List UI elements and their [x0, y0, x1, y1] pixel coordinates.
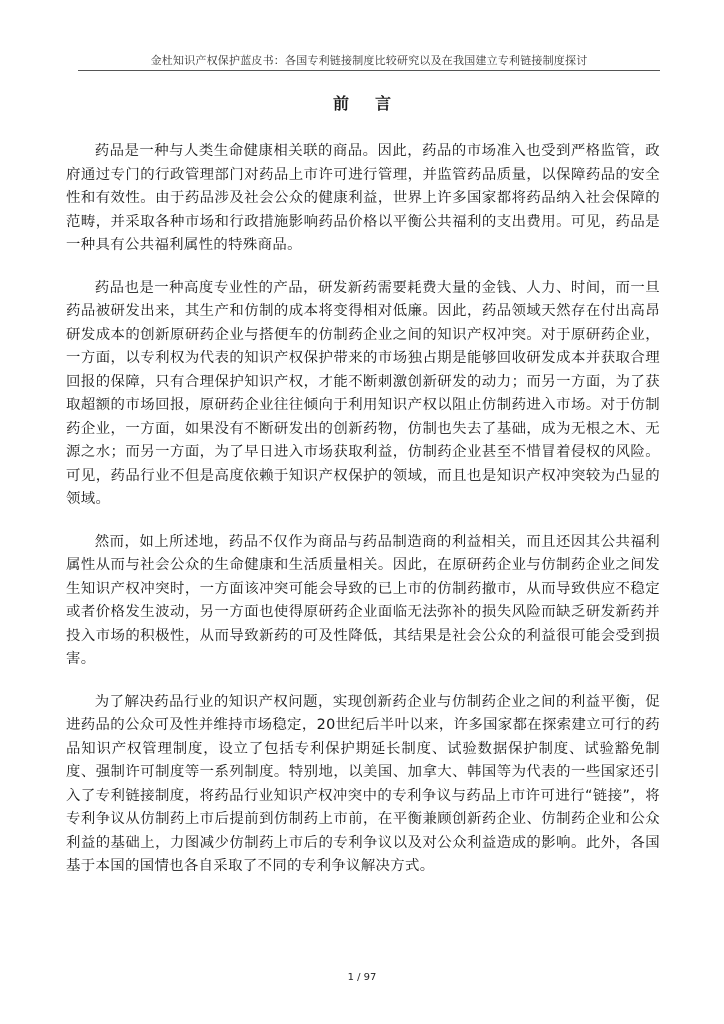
body-text: [66, 140, 660, 898]
paragraph-3: 然而，如上所述地，药品不仅作为商品与药品制造商的利益相关，而且还因其公共福利属性从而与社会公众的生命健康和生活质量相关。因此，在原研药企业与仿制药企业之间发生知识产权冲突时，一方面该冲突可能会导致的已上市的仿制药撤市，从而导致供应不稳定或者价格发生波动，另一方面也使得原研药企业面临无法弥补的损失风险而缺乏研发新药并投入市场的积极性，从而导致新药的可及性降低，其结果是社会公众的利益很可能会受到损害。: [66, 533, 660, 667]
running-header: 金杜知识产权保护蓝皮书：各国专利链接制度比较研究以及在我国建立专利链接制度探讨: [150, 54, 588, 67]
page-number: 1 / 97: [347, 972, 377, 983]
paragraph-2: 药品也是一种高度专业性的产品，研发新药需要耗费大量的金钱、人力、时间，而一旦药品被研发出来，其生产和仿制的成本将变得相对低廉。因此，药品领域天然存在付出高昂研发成本的创新原研药企业与搭便车的仿制药企业之间的知识产权冲突。对于原研药企业，一方面，以专利权为代表的知识产权保护带来的市场独占期是能够回收研发成本并获取合理回报的保障，只有合理保护知识产权，才能不断刺激创新研发的动力；而另一方面，为了获取超额的市场回报，原研药企业往往倾向于利用知识产权以阻止仿制药进入市场。对于仿制药企业，一方面，如果没有不断研发出的创新药物，仿制也失去了基础，成为无根之木、无源之水；而另一方面，为了早日进入市场获取利益，仿制药企业甚至不惜冒着侵权的风险。可见，药品行业不但是高度依赖于知识产权保护的领域，而且也是知识产权冲突较为凸显的领域。: [66, 279, 660, 507]
paragraph-4: 为了解决药品行业的知识产权问题，实现创新药企业与仿制药企业之间的利益平衡，促进药品的公众可及性并维持市场稳定，20世纪后半叶以来，许多国家都在探索建立可行的药品知识产权管理制度，设立了包括专利保护期延长制度、试验数据保护制度、试验豁免制度、强制许可制度等一系列制度。特别地，以美国、加拿大、韩国等为代表的一些国家还引入了专利链接制度，将药品行业知识产权冲突中的专利争议与药品上市许可进行“链接”，将专利争议从仿制药上市后提前到仿制药上市前，在平衡兼顾创新药企业、仿制药企业和公众利益的基础上，力图减少仿制药上市后的专利争议以及对公众利益造成的影响。此外，各国基于本国的国情也各自采取了不同的专利争议解决方式。: [66, 693, 660, 874]
page-title: 前言: [332, 94, 417, 113]
header-divider: [78, 70, 660, 71]
paragraph-1: 药品是一种与人类生命健康相关联的商品。因此，药品的市场准入也受到严格监管，政府通过专门的行政管理部门对药品上市许可进行管理，并监管药品质量，以保障药品的安全性和有效性。由于药品涉及社会公众的健康利益，世界上许多国家都将药品纳入社会保障的范畴，并采取各种市场和行政措施影响药品价格以平衡公共福利的支出费用。可见，药品是一种具有公共福利属性的特殊商品。: [66, 143, 660, 253]
